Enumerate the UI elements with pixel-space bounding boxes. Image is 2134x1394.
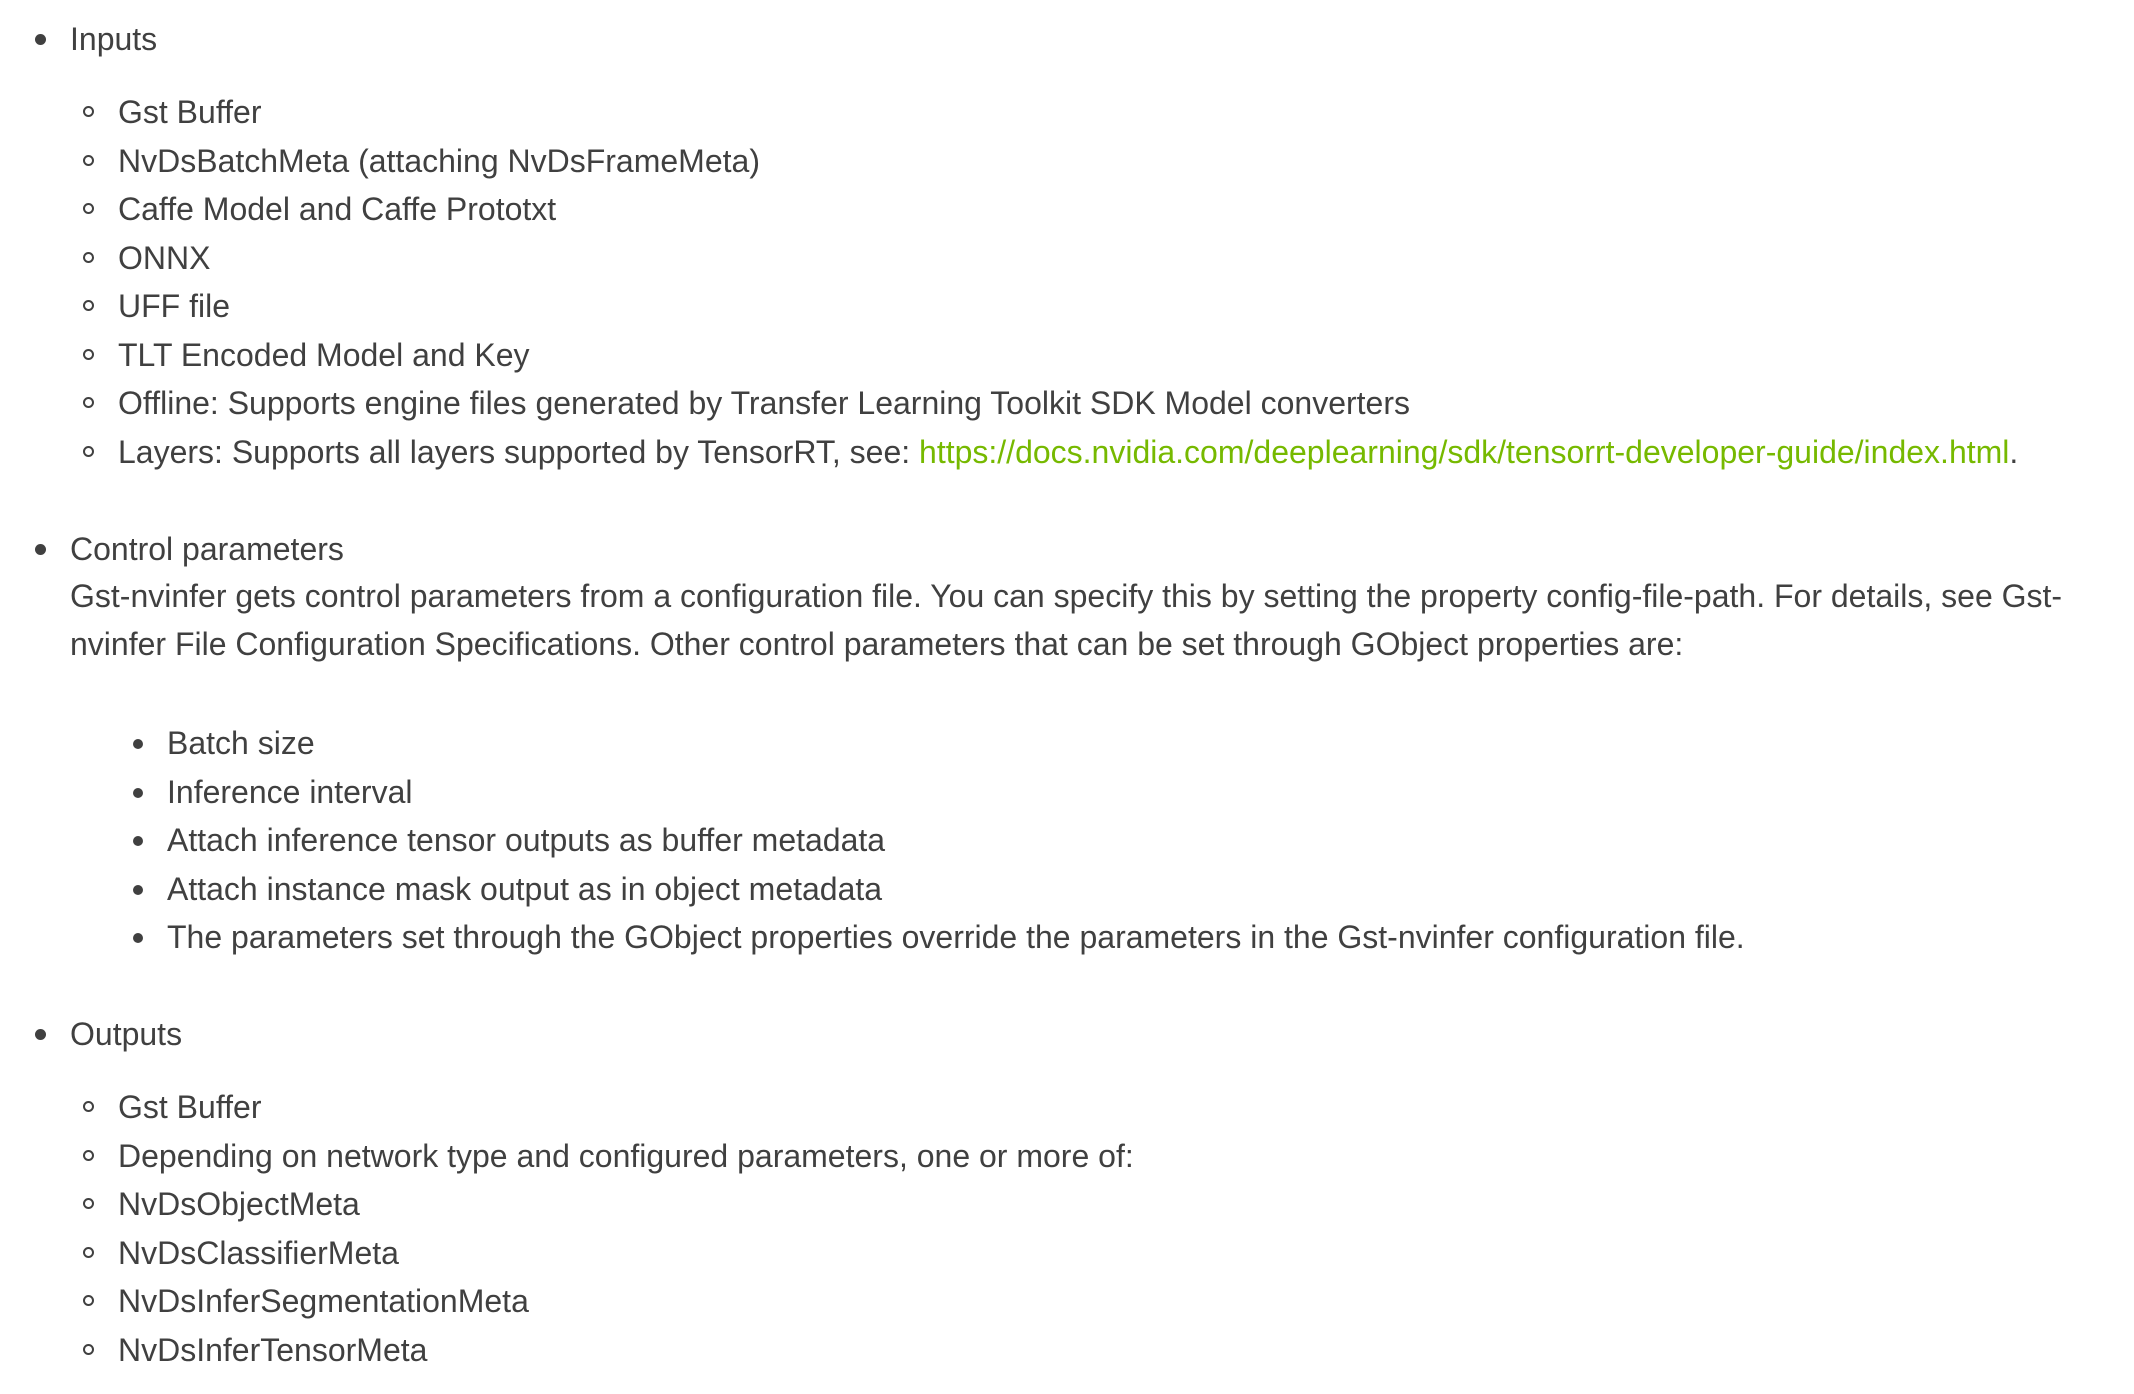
layers-suffix: . — [2009, 434, 2019, 470]
list-item: Gst Buffer — [118, 1089, 262, 1125]
list-item: Gst Buffer — [118, 94, 262, 130]
list-bullet-circle — [83, 1150, 94, 1161]
list-item: ONNX — [118, 240, 211, 276]
list-item: Batch size — [167, 725, 315, 761]
list-item: Caffe Model and Caffe Prototxt — [118, 191, 557, 227]
list-bullet-circle — [83, 1198, 94, 1209]
list-bullet-circle — [83, 349, 94, 360]
list-bullet — [133, 885, 143, 895]
control-paragraph: Gst-nvinfer gets control parameters from a configuration file. You can specify this by setting the property config-file-path. For details, see Gst-nvinfer File Configuration Specifications. Other control parameters that can be set through GObject properties are: — [70, 578, 2063, 662]
list-bullet-circle — [83, 1247, 94, 1258]
inputs-heading: Inputs — [70, 21, 158, 57]
list-item-layers — [118, 432, 2018, 472]
list-bullet-circle — [83, 300, 94, 311]
list-item: Depending on network type and configured parameters, one or more of: — [118, 1138, 1134, 1174]
list-bullet — [133, 788, 143, 798]
list-item: NvDsClassifierMeta — [118, 1235, 399, 1271]
list-bullet-circle — [83, 252, 94, 263]
control-heading: Control parameters — [70, 531, 344, 567]
list-bullet-circle — [83, 155, 94, 166]
list-item: The parameters set through the GObject properties override the parameters in the Gst-nvinfer configuration file. — [167, 919, 1745, 955]
list-bullet — [133, 836, 143, 846]
list-bullet-circle — [83, 106, 94, 117]
list-item: NvDsObjectMeta — [118, 1186, 360, 1222]
list-bullet-circle — [83, 1295, 94, 1306]
list-bullet-circle — [83, 397, 94, 408]
control-bullet — [35, 544, 46, 555]
list-bullet — [133, 739, 143, 749]
list-bullet — [133, 933, 143, 943]
list-bullet-circle — [83, 1101, 94, 1112]
list-item: TLT Encoded Model and Key — [118, 337, 530, 373]
list-item: UFF file — [118, 288, 230, 324]
tensorrt-guide-link[interactable]: https://docs.nvidia.com/deeplearning/sdk/tensorrt-developer-guide/index.html — [919, 434, 2010, 470]
list-item: Attach inference tensor outputs as buffer metadata — [167, 822, 886, 858]
list-bullet-circle — [83, 203, 94, 214]
list-item: Attach instance mask output as in object metadata — [167, 871, 883, 907]
layers-text: Layers: Supports all layers supported by TensorRT, see: — [118, 434, 920, 470]
list-item: NvDsInferSegmentationMeta — [118, 1283, 529, 1319]
list-item: NvDsInferTensorMeta — [118, 1332, 428, 1368]
list-bullet-circle — [83, 1344, 94, 1355]
outputs-heading: Outputs — [70, 1016, 183, 1052]
list-bullet-circle — [83, 446, 94, 457]
list-item: NvDsBatchMeta (attaching NvDsFrameMeta) — [118, 143, 760, 179]
list-item: Offline: Supports engine files generated by Transfer Learning Toolkit SDK Model converters — [118, 385, 1410, 421]
list-item: Inference interval — [167, 774, 413, 810]
inputs-bullet — [35, 34, 46, 45]
outputs-bullet — [35, 1029, 46, 1040]
